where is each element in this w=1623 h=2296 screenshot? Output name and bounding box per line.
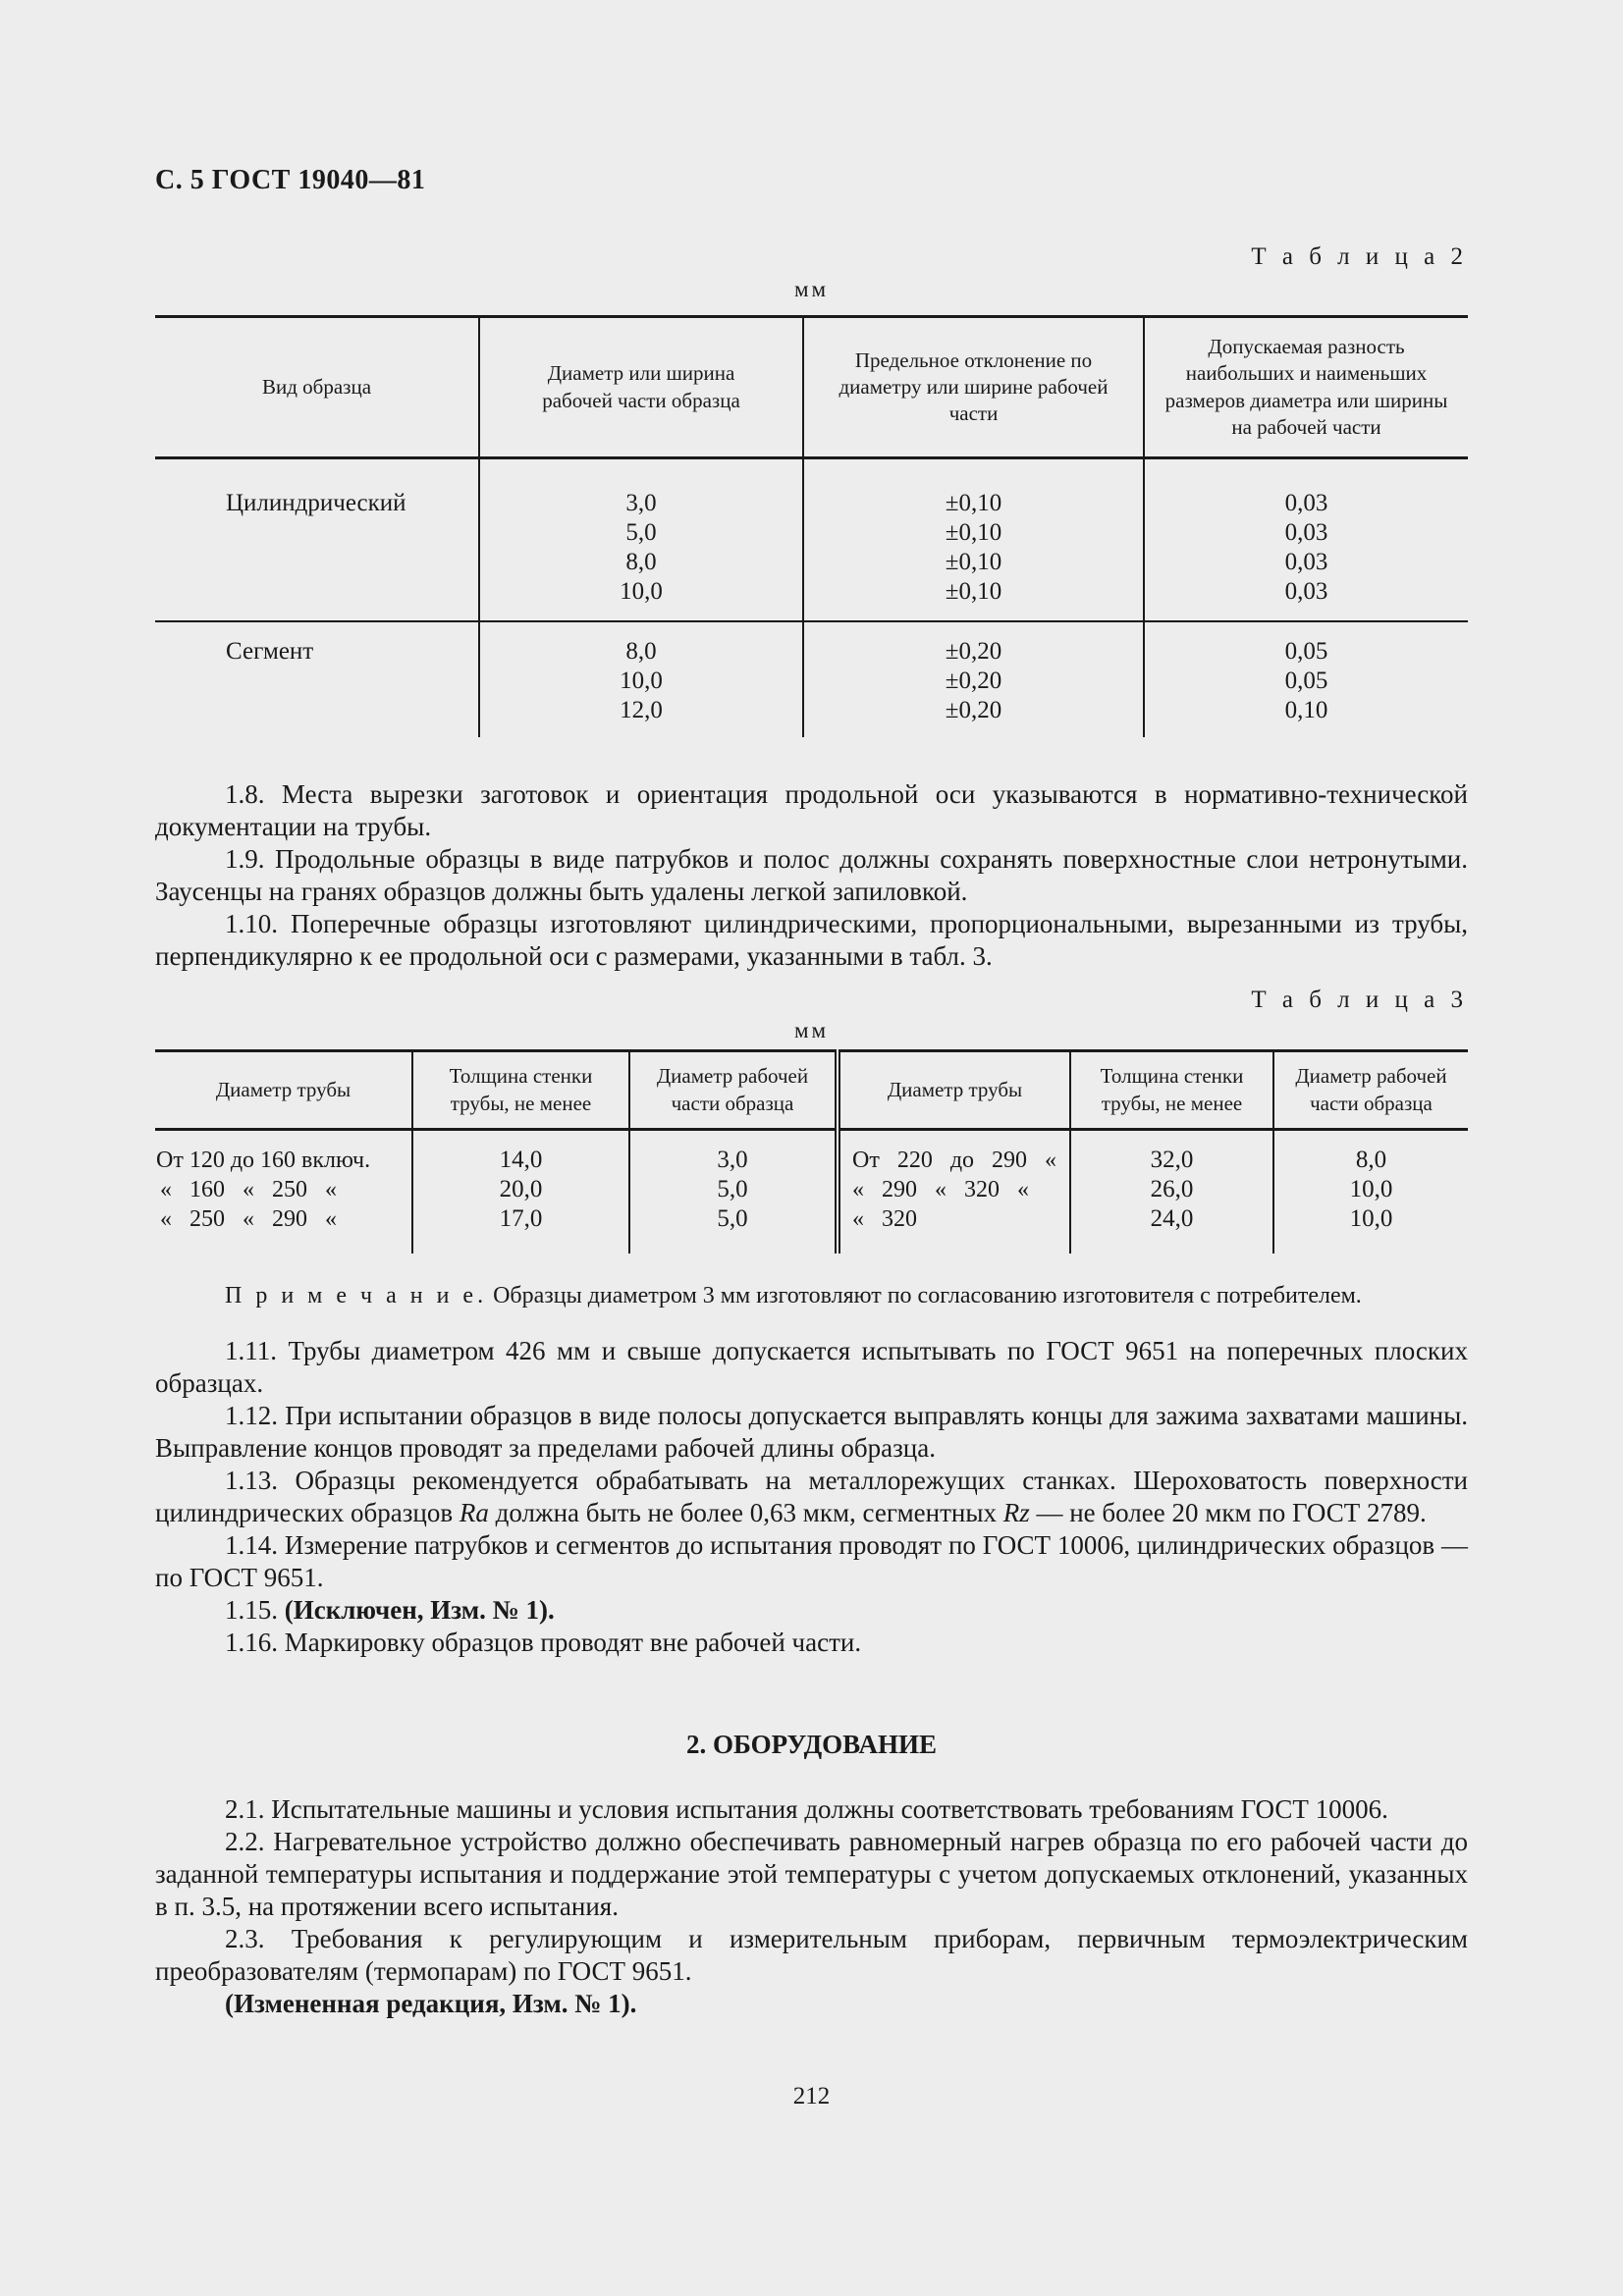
table3-note [155, 1281, 1468, 1310]
table3-header-wall: Толщина стенки трубы, не менее [1070, 1051, 1273, 1130]
table3-header-diameter: Диаметр трубы [155, 1051, 412, 1130]
paragraph-1-16: 1.16. Маркировку образцов проводят вне рабочей части. [225, 1628, 862, 1657]
paragraph-1-13: 1.13. Образцы рекомендуется обрабатывать на металлорежущих станках. Шероховатость поверхности цилиндрических образцов Ra должна быть не более 0,63 мкм, сегментных Rz — не более 20 мкм по ГОСТ 2789. [155, 1466, 1468, 1527]
table2-deviations: ±0,20 ±0,20 ±0,20 [803, 621, 1144, 737]
paragraph-2-2: 2.2. Нагревательное устройство должно обеспечивать равномерный нагрев образца по его рабочей части до заданной температуры испытания и поддержание этой температуры с учетом допускаемых отклонений, указанных в п. 3.5, на протяжении всего испытания. [155, 1827, 1468, 1921]
table2-header-size: Диаметр или ширина рабочей части образца [479, 317, 803, 458]
table2-sizes: 8,0 10,0 12,0 [479, 621, 803, 737]
paragraph-1-9: 1.9. Продольные образцы в виде патрубков и полос должны сохранять поверхностные слои нетронутыми. Заусенцы на гранях образцов должны быть удалены легкой запиловкой. [155, 844, 1468, 906]
table3-left-work: 3,0 5,0 5,0 [629, 1130, 838, 1254]
table2-header-type: Вид образца [155, 317, 479, 458]
table2-unit: мм [793, 277, 830, 301]
paragraph-1-15: 1.15. (Исключен, Изм. № 1). [225, 1595, 555, 1625]
amendment-note: (Измененная редакция, Изм. № 1). [225, 1989, 637, 2018]
table2-group-name: Цилиндрический [226, 490, 406, 516]
table3 [155, 1049, 1468, 1254]
paragraph-1-14: 1.14. Измерение патрубков и сегментов до испытания проводят по ГОСТ 10006, цилиндрических образцов — по ГОСТ 9651. [155, 1530, 1468, 1592]
paragraph-1-12: 1.12. При испытании образцов в виде полосы допускается выправлять концы для зажима захватами машины. Выправление концов проводят за пределами рабочей длины образца. [155, 1401, 1468, 1463]
page-header: С. 5 ГОСТ 19040—81 [155, 165, 426, 195]
paragraphs-1-8-to-1-10 [155, 778, 1468, 973]
section-title: 2. ОБОРУДОВАНИЕ [686, 1730, 937, 1759]
table2-header-difference: Допускаемая разность наибольших и наименьших размеров диаметра или ширины на рабочей части [1144, 317, 1468, 458]
table2-caption: Т а б л и ц а 2 [1251, 243, 1468, 270]
table3-caption: Т а б л и ц а 3 [1251, 987, 1468, 1013]
paragraph-2-3: 2.3. Требования к регулирующим и измерительным приборам, первичным термоэлектрическим преобразователям (термопарам) по ГОСТ 9651. [155, 1924, 1468, 1986]
table3-right-walls: 32,0 26,0 24,0 [1070, 1130, 1273, 1254]
table3-header-wall: Толщина стенки трубы, не менее [412, 1051, 629, 1130]
table3-header-diameter: Диаметр трубы [838, 1051, 1070, 1130]
table3-right-work: 8,0 10,0 10,0 [1273, 1130, 1468, 1254]
table3-header-work: Диаметр рабочей части образца [629, 1051, 838, 1130]
table2-deviations: ±0,10 ±0,10 ±0,10 ±0,10 [803, 458, 1144, 621]
paragraphs-2-1-to-2-3 [155, 1793, 1468, 2020]
table2-sizes: 3,0 5,0 8,0 10,0 [479, 458, 803, 621]
table3-unit: мм [793, 1018, 830, 1042]
table2 [155, 315, 1468, 737]
paragraph-1-8: 1.8. Места вырезки заготовок и ориентация продольной оси указываются в нормативно-технической документации на трубы. [155, 779, 1468, 841]
page-number: 212 [792, 2083, 831, 2109]
table3-left-walls: 14,0 20,0 17,0 [412, 1130, 629, 1254]
paragraph-1-11: 1.11. Трубы диаметром 426 мм и свыше допускается испытывать по ГОСТ 9651 на поперечных плоских образцах. [155, 1336, 1468, 1398]
table2-header-deviation: Предельное отклонение по диаметру или ширине рабочей части [803, 317, 1144, 458]
table2-group-name: Сегмент [155, 621, 479, 737]
table3-header-work: Диаметр рабочей части образца [1273, 1051, 1468, 1130]
note-label: П р и м е ч а н и е. [225, 1283, 488, 1308]
note-text: Образцы диаметром 3 мм изготовляют по согласованию изготовителя с потребителем. [487, 1283, 1362, 1308]
table3-left-diameters: От 120 до 160 включ. « 160 « 250 « « 250 « 290 « [156, 1148, 371, 1232]
paragraph-1-10: 1.10. Поперечные образцы изготовляют цилиндрическими, пропорциональными, вырезанными из трубы, перпендикулярно к ее продольной оси с размерами, указанными в табл. 3. [155, 909, 1468, 971]
table2-differences: 0,05 0,05 0,10 [1144, 621, 1468, 737]
paragraph-2-1: 2.1. Испытательные машины и условия испытания должны соответствовать требованиям ГОСТ 10006. [225, 1794, 1388, 1824]
paragraphs-1-11-to-1-16 [155, 1335, 1468, 1659]
table3-right-diameters: От 220 до 290 « « 290 « 320 « « 320 [838, 1130, 1070, 1254]
table2-differences: 0,03 0,03 0,03 0,03 [1144, 458, 1468, 621]
